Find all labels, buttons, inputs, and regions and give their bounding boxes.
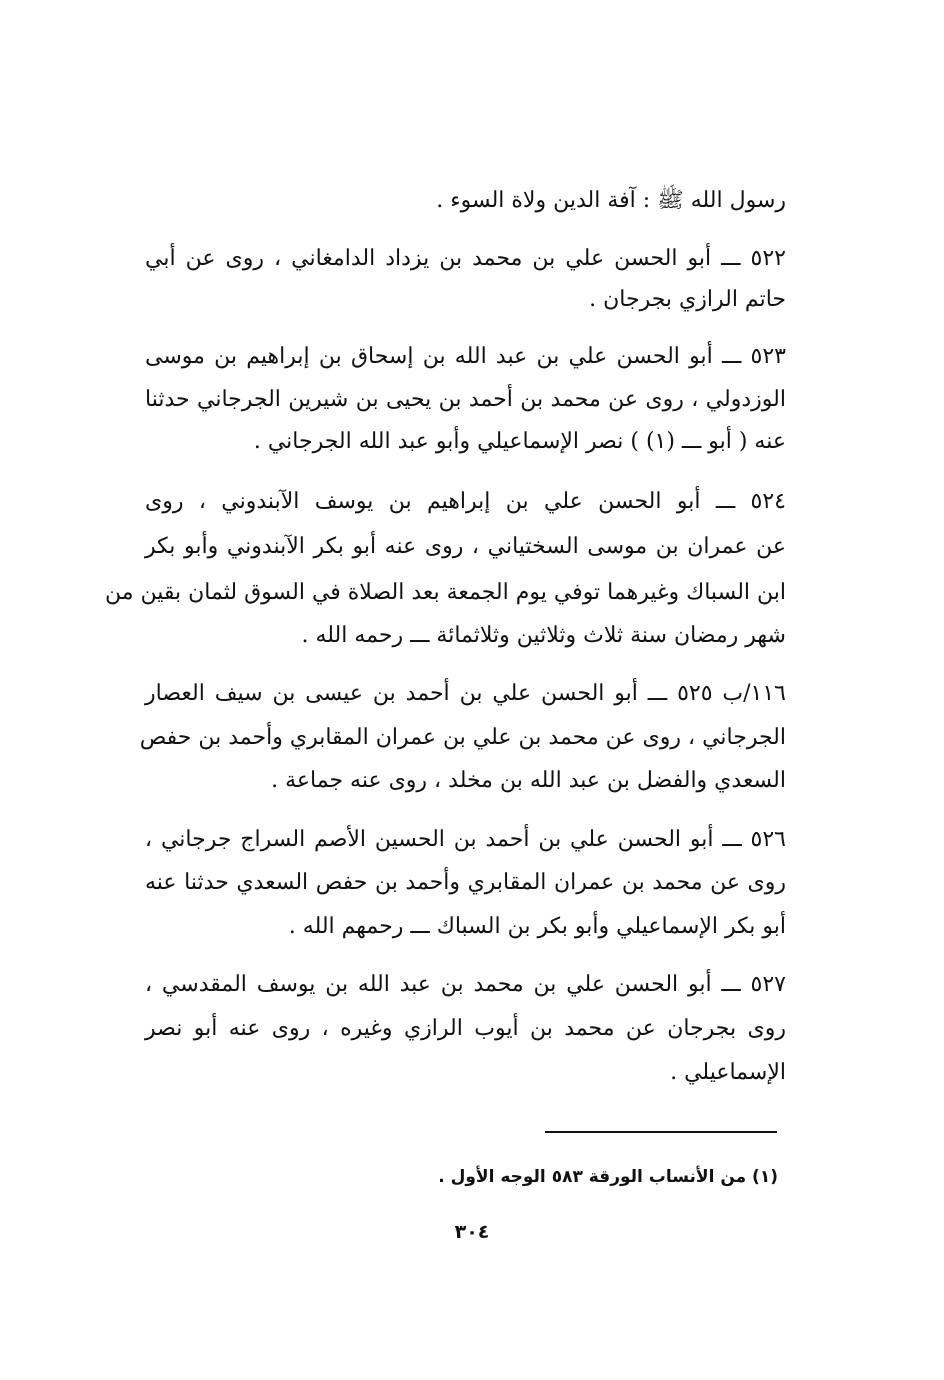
- text-line-continuation: رسول الله ﷺ : آفة الدين ولاة السوء .: [436, 188, 786, 213]
- entry-526-line-3: أبو بكر الإسماعيلي وأبو بكر بن السباك ـــ رحمهم الله .: [288, 914, 786, 939]
- entry-527-line-1: ٥٢٧ ـــ أبو الحسن علي بن محمد بن عبد الله بن يوسف المقدسي ،: [145, 972, 786, 997]
- page-number: ٣٠٤: [454, 1221, 490, 1243]
- entry-525-line-2: الجرجاني ، روى عن محمد بن علي بن عمران المقابري وأحمد بن حفص: [139, 725, 786, 750]
- footnote: (١) من الأنساب الورقة ٥٨٣ الوجه الأول .: [438, 1167, 778, 1187]
- footnote-separator: [545, 1131, 777, 1133]
- entry-524-line-2: عن عمران بن موسى السختياني ، روى عنه أبو بكر الآبندوني وأبو بكر: [145, 534, 786, 559]
- entry-522-line-2: حاتم الرازي بجرجان .: [589, 287, 786, 312]
- entry-527-line-2: روى بجرجان عن محمد بن أيوب الرازي وغيره ، روى عنه أبو نصر: [145, 1016, 786, 1041]
- entry-526-line-2: روى عن محمد بن عمران المقابري وأحمد بن حفص السعدي حدثنا عنه: [145, 870, 786, 895]
- entry-523-line-2: الوزدولي ، روى عن محمد بن أحمد بن يحيى بن شيرين الجرجاني حدثنا: [145, 387, 786, 412]
- entry-527-line-3: الإسماعيلي .: [670, 1060, 786, 1085]
- entry-522-line-1: ٥٢٢ ـــ أبو الحسن علي بن محمد بن يزداد الدامغاني ، روى عن أبي: [145, 246, 786, 271]
- entry-526-line-1: ٥٢٦ ـــ أبو الحسن علي بن أحمد بن الحسين الأصم السراج جرجاني ،: [145, 827, 786, 852]
- entry-524-line-3: ابن السباك وغيرهما توفي يوم الجمعة بعد الصلاة في السوق لثمان بقين من: [105, 580, 786, 605]
- entry-524-line-1: ٥٢٤ ـــ أبو الحسن علي بن إبراهيم بن يوسف الآبندوني ، روى: [145, 489, 786, 514]
- entry-523-line-3: عنه ( أبو ـــ (١) ) نصر الإسماعيلي وأبو عبد الله الجرجاني .: [253, 429, 786, 454]
- entry-523-line-1: ٥٢٣ ـــ أبو الحسن علي بن عبد الله بن إسحاق بن إبراهيم بن موسى: [145, 344, 786, 369]
- entry-524-line-4: شهر رمضان سنة ثلاث وثلاثين وثلاثمائة ـــ رحمه الله .: [301, 623, 786, 648]
- entry-525-line-3: السعدي والفضل بن عبد الله بن مخلد ، روى عنه جماعة .: [271, 768, 786, 793]
- entry-525-line-1: ١١٦/ب ٥٢٥ ـــ أبو الحسن علي بن أحمد بن عيسى بن سيف العصار: [145, 681, 786, 706]
